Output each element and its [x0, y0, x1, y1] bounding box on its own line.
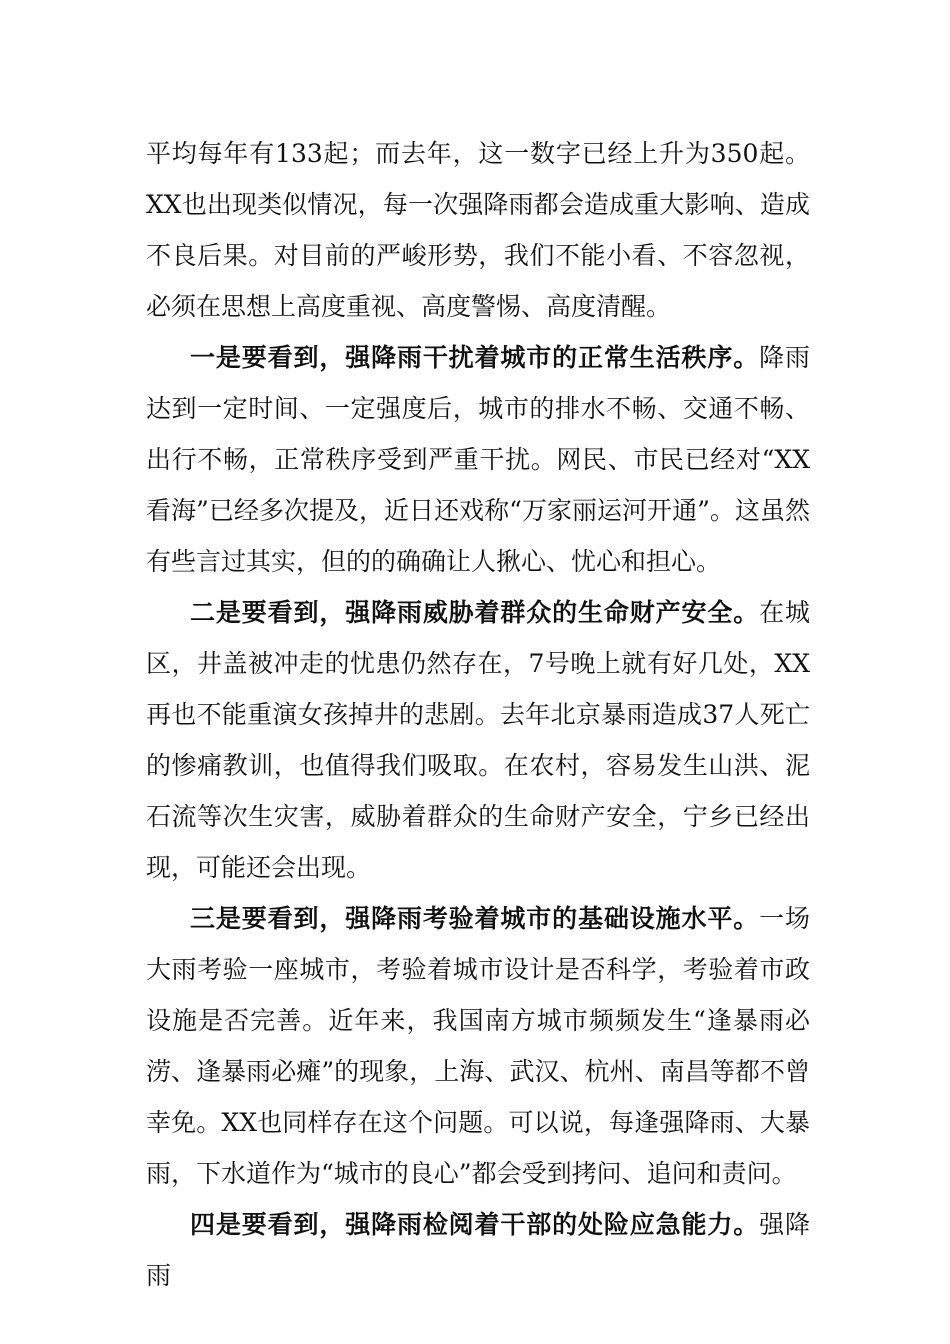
paragraph-point-2 — [146, 587, 810, 893]
paragraph-lead: 四是要看到，强降雨检阅着干部的处险应急能力。 — [190, 1210, 760, 1239]
paragraph-text: 强降雨 — [146, 1210, 810, 1290]
paragraph-intro — [146, 128, 810, 332]
paragraph-lead: 一是要看到，强降雨干扰着城市的正常生活秩序。 — [190, 343, 760, 372]
paragraph-point-3 — [146, 893, 810, 1199]
paragraph-text: 一场大雨考验一座城市，考验着城市设计是否科学，考验着市政设施是否完善。近年来，我国南方城市频频发生“逢暴雨必涝、逢暴雨必瘫”的现象，上海、武汉、杭州、南昌等都不曾幸免。XX也同样存在这个问题。可以说，每逢强降雨、大暴雨，下水道作为“城市的良心”都会受到拷问、追问和责问。 — [146, 904, 810, 1188]
paragraph-point-1 — [146, 332, 810, 587]
paragraph-text: 在城区，井盖被冲走的忧患仍然存在，7号晚上就有好几处，XX再也不能重演女孩掉井的悲剧。去年北京暴雨造成37人死亡的惨痛教训，也值得我们吸取。在农村，容易发生山洪、泥石流等次生灾害，威胁着群众的生命财产安全，宁乡已经出现，可能还会出现。 — [146, 598, 810, 882]
paragraph-lead: 二是要看到，强降雨威胁着群众的生命财产安全。 — [190, 598, 760, 627]
paragraph-text: 平均每年有133起；而去年，这一数字已经上升为350起。XX也出现类似情况，每一次强降雨都会造成重大影响、造成不良后果。对目前的严峻形势，我们不能小看、不容忽视，必须在思想上高度重视、高度警惕、高度清醒。 — [146, 139, 810, 321]
paragraph-lead: 三是要看到，强降雨考验着城市的基础设施水平。 — [190, 904, 760, 933]
document-body — [146, 128, 810, 1301]
paragraph-point-4 — [146, 1199, 810, 1301]
paragraph-text: 降雨达到一定时间、一定强度后，城市的排水不畅、交通不畅、出行不畅，正常秩序受到严重干扰。网民、市民已经对“XX看海”已经多次提及，近日还戏称“万家丽运河开通”。这虽然有些言过其实，但的的确确让人揪心、忧心和担心。 — [146, 343, 810, 576]
